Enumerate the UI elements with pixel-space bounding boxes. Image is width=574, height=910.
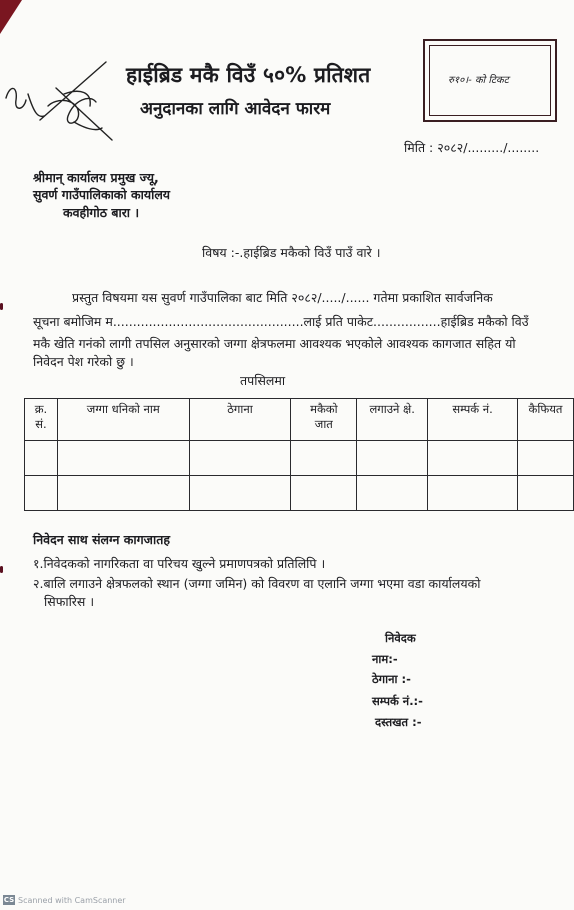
applicant-heading: निवेदक <box>385 631 416 645</box>
table-cell[interactable] <box>357 476 428 511</box>
table-header-cell: लगाउने क्षे. <box>357 399 428 441</box>
attachment-item-2-continued: सिफारिस । <box>44 594 95 609</box>
stamp-label: रु१०।- को टिकट <box>448 75 509 86</box>
body-line-2: सूचना बमोजिम म................................................लाई प्रति पाकेट.................हाईब्रिड मकैको विउँ <box>33 314 529 329</box>
table-cell[interactable] <box>517 441 573 476</box>
camscanner-logo: CS <box>3 896 15 904</box>
body-line-4: निवेदन पेश गरेको छु । <box>33 354 134 369</box>
table-cell[interactable] <box>428 476 518 511</box>
attachments-heading: निवेदन साथ संलग्न कागजातह <box>33 532 170 547</box>
body-line-1: प्रस्तुत विषयमा यस सुवर्ण गाउँपालिका बाट मिति २०८२/...../...... गतेमा प्रकाशित सार्वजनिक <box>72 290 493 305</box>
table-cell[interactable] <box>291 441 357 476</box>
table-header-cell: मकैको जात <box>291 399 357 441</box>
corner-mark <box>0 0 22 34</box>
table-header-cell: जग्गा धनिको नाम <box>57 399 189 441</box>
table-cell[interactable] <box>291 476 357 511</box>
date-line: मिति : २०८२/........./........ <box>404 140 540 155</box>
attachment-item-2: २.बालि लगाउने क्षेत्रफलको स्थान (जग्गा जमिन) को विवरण वा एलानि जग्गा भएमा वडा कार्यालयको <box>33 576 481 591</box>
table-cell[interactable] <box>57 476 189 511</box>
applicant-name-field: नाम:- <box>372 652 398 666</box>
table-cell[interactable] <box>25 441 58 476</box>
table-header-row <box>25 399 574 441</box>
form-title: हाईब्रिड मकै विउँ ५०% प्रतिशत <box>126 63 371 87</box>
applicant-signature-field: दस्तखत :- <box>375 715 422 729</box>
body-line-3: मकै खेति गनंको लागी तपसिल अनुसारको जग्गा क्षेत्रफलमा आवश्यक भएकोले आवश्यक कागजात सहित यो <box>33 336 516 351</box>
table-cell[interactable] <box>428 441 518 476</box>
subject-line: विषय :-.हाईब्रिड मकैको विउँ पाउँ वारे । <box>202 245 381 260</box>
address-line-2: सुवर्ण गाउँपालिकाको कार्यालय <box>33 187 171 202</box>
hole-punch-mark <box>0 303 3 310</box>
table-header-cell: ठेगाना <box>189 399 291 441</box>
hole-punch-mark <box>0 566 3 573</box>
table-cell[interactable] <box>57 441 189 476</box>
details-heading: तपसिलमा <box>240 373 286 388</box>
table-cell[interactable] <box>25 476 58 511</box>
table-cell[interactable] <box>517 476 573 511</box>
address-line-1: श्रीमान् कार्यालय प्रमुख ज्यू, <box>33 170 159 185</box>
applicant-contact-field: सम्पर्क नं.:- <box>372 694 423 708</box>
table-row <box>25 441 574 476</box>
signature-scribble <box>4 58 124 153</box>
table-header-cell: कैफियत <box>517 399 573 441</box>
applicant-address-field: ठेगाना :- <box>372 672 411 686</box>
table-cell[interactable] <box>189 441 291 476</box>
table-header-cell: क्र. सं. <box>25 399 58 441</box>
table-header-cell: सम्पर्क नं. <box>428 399 518 441</box>
attachment-item-1: १.निवेदकको नागरिकता वा परिचय खुल्ने प्रमाणपत्रको प्रतिलिपि । <box>33 556 326 571</box>
details-table <box>24 398 574 511</box>
camscanner-watermark: Scanned with CamScanner <box>18 896 126 905</box>
table-cell[interactable] <box>357 441 428 476</box>
table-cell[interactable] <box>189 476 291 511</box>
form-subtitle: अनुदानका लागि आवेदन फारम <box>140 99 331 119</box>
table-row <box>25 476 574 511</box>
address-line-3: कवहीगोठ बारा । <box>63 205 140 220</box>
